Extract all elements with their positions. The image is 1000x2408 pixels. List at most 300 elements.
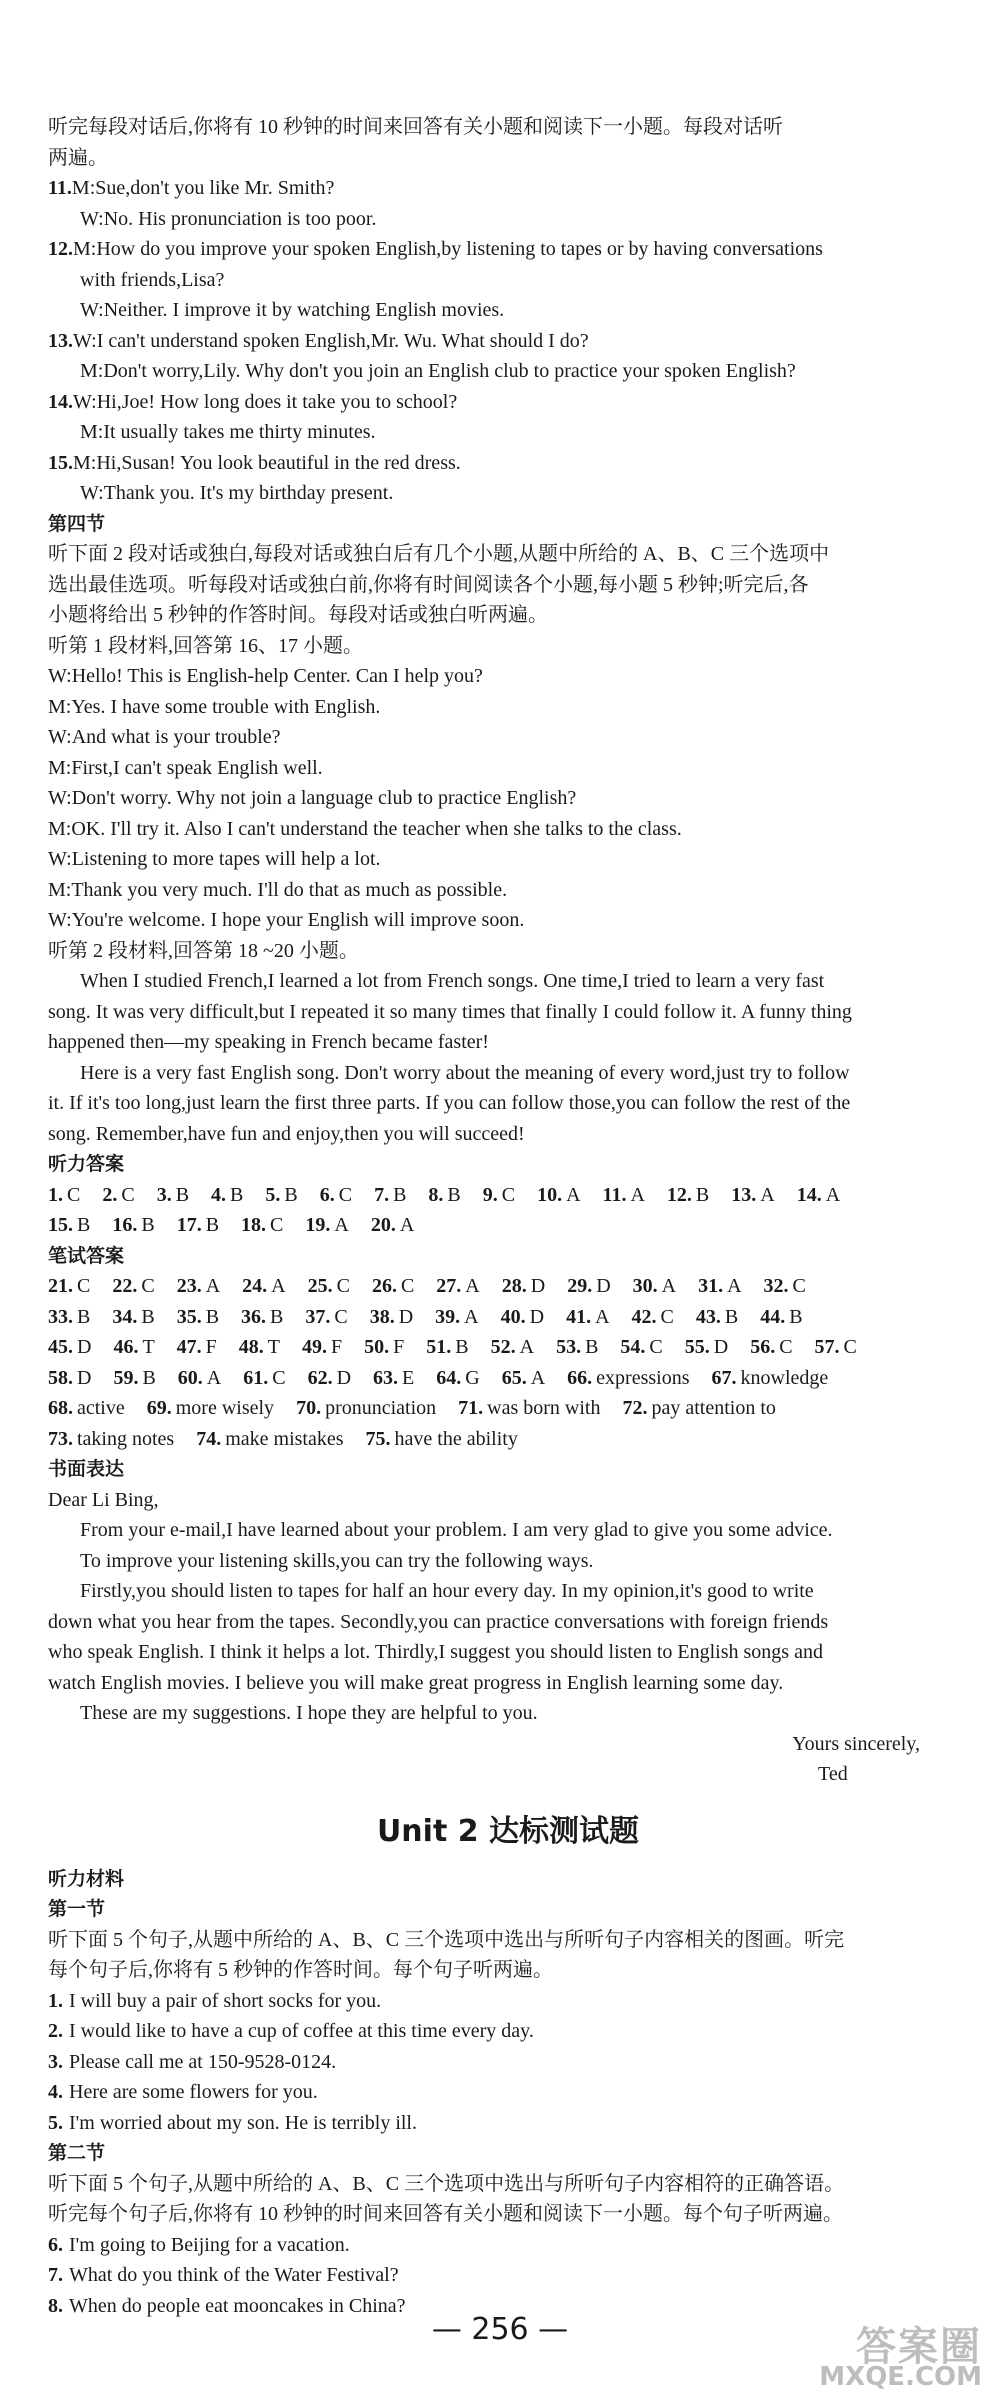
answer-item — [48, 1302, 90, 1333]
answer-value: C — [77, 1275, 91, 1297]
answer-number: 47. — [176, 1336, 202, 1358]
answer-value: G — [465, 1366, 480, 1389]
answer-number: 34. — [112, 1305, 138, 1328]
answer-number: 27. — [436, 1275, 462, 1297]
answer-item — [567, 1363, 689, 1394]
answer-page — [48, 112, 968, 2321]
answer-value: A — [825, 1183, 841, 1206]
answer-number: 32. — [763, 1275, 789, 1297]
answer-value: taking notes — [77, 1427, 175, 1450]
answer-number: 57. — [814, 1336, 840, 1358]
answer-item — [239, 1332, 280, 1363]
answer-value: C — [660, 1305, 674, 1328]
dialogue-text: W:I can't understand spoken English,Mr. Wu. What should I do? — [73, 329, 589, 352]
answer-value: A — [334, 1214, 349, 1236]
answer-value: A — [465, 1275, 480, 1297]
answer-number: 1. — [48, 1183, 63, 1206]
answer-number: 22. — [112, 1275, 138, 1297]
dialogue-line: W:Hello! This is English-help Center. Can I help you? — [48, 665, 483, 687]
answer-number: 19. — [305, 1214, 331, 1236]
answer-number: 39. — [435, 1305, 461, 1328]
answer-value: B — [141, 1305, 155, 1328]
answer-number: 30. — [632, 1275, 658, 1297]
answer-number: 75. — [365, 1427, 391, 1450]
answer-value: C — [141, 1275, 155, 1297]
dialogue-line: W:You're welcome. I hope your English will improve soon. — [48, 909, 525, 931]
sentence-text: I'm worried about my son. He is terribly ill. — [69, 2111, 417, 2134]
answer-value: A — [271, 1275, 286, 1297]
answer-number: 61. — [243, 1366, 269, 1389]
answer-value: A — [661, 1275, 677, 1297]
answer-number: 44. — [760, 1305, 786, 1328]
answer-number: 43. — [695, 1305, 721, 1328]
answer-value: C — [400, 1275, 415, 1297]
dialogue-text: W:Hi,Joe! How long does it take you to school? — [73, 390, 458, 413]
answer-number: 67. — [711, 1366, 737, 1389]
answer-value: A — [595, 1305, 610, 1328]
material-heading: 听力材料 — [48, 1867, 125, 1890]
answer-value: have the ability — [394, 1427, 518, 1450]
answer-value: B — [230, 1183, 244, 1206]
answer-value: C — [501, 1183, 516, 1206]
answer-value: A — [519, 1336, 535, 1358]
answer-value: active — [77, 1397, 125, 1419]
instruction-line: 听下面 2 段对话或独白,每段对话或独白后有几个小题,从题中所给的 A、B、C 三个选项中 — [48, 543, 830, 565]
passage-line: happened then—my speaking in French became faster! — [48, 1031, 489, 1053]
answer-item — [305, 1210, 348, 1241]
answer-item — [633, 1271, 676, 1302]
answer-number: 72. — [622, 1397, 648, 1419]
answer-item — [48, 1424, 174, 1455]
answer-item — [112, 1271, 154, 1302]
answer-number: 33. — [48, 1305, 73, 1328]
answer-number: 11. — [602, 1183, 627, 1206]
answer-item — [502, 1271, 545, 1302]
instruction-line: 选出最佳选项。听每段对话或独白前,你将有时间阅读各个小题,每小题 5 秒钟;听完后,各 — [48, 573, 809, 596]
answer-number: 41. — [566, 1305, 592, 1328]
answer-value: A — [727, 1275, 742, 1297]
passage-line: song. It was very difficult,but I repeated it so many times that finally I could follow it. A funny thing — [48, 1000, 852, 1023]
answer-item — [243, 1363, 285, 1394]
letter-line: These are my suggestions. I hope they are helpful to you. — [80, 1702, 538, 1724]
answer-value: B — [142, 1366, 156, 1389]
answer-value: B — [455, 1336, 469, 1358]
sentence-item — [48, 2077, 968, 2108]
answer-number: 53. — [556, 1336, 582, 1358]
answer-number: 42. — [631, 1305, 657, 1328]
answer-number: 74. — [196, 1427, 222, 1450]
answer-value: A — [205, 1275, 221, 1297]
answer-number: 5. — [265, 1183, 281, 1206]
listening-answers-row — [48, 1180, 968, 1211]
question-number: 6. — [48, 2233, 63, 2256]
answer-item — [177, 1271, 220, 1302]
answer-value: C — [121, 1183, 135, 1206]
answer-item — [698, 1271, 741, 1302]
answer-number: 10. — [537, 1183, 563, 1206]
answer-number: 66. — [567, 1366, 593, 1389]
answer-number: 64. — [436, 1366, 462, 1389]
dialogue-line: W:Neither. I improve it by watching English movies. — [80, 299, 505, 321]
answer-value: make mistakes — [225, 1427, 344, 1450]
watermark-logo-text: 答案圈 — [856, 2324, 982, 2370]
question-number: 15. — [48, 451, 73, 474]
answer-item — [712, 1363, 829, 1394]
answer-value: C — [649, 1336, 663, 1358]
letter-closing: Yours sincerely, — [792, 1732, 920, 1755]
answer-value: B — [789, 1305, 803, 1328]
answer-item — [501, 1302, 544, 1333]
answer-item — [113, 1363, 155, 1394]
dialogue-line — [48, 387, 968, 418]
answer-value: F — [331, 1336, 343, 1358]
answer-value: C — [338, 1183, 353, 1206]
question-number: 13. — [48, 329, 73, 352]
answer-item — [48, 1363, 91, 1394]
answer-value: D — [530, 1275, 546, 1297]
answer-item — [112, 1210, 154, 1241]
dialogue-line: M:Don't worry,Lily. Why don't you join an English club to practice your spoken English? — [80, 360, 796, 382]
answer-value: B — [270, 1305, 284, 1328]
letter-salutation: Dear Li Bing, — [48, 1488, 159, 1511]
answer-number: 51. — [426, 1336, 452, 1358]
answer-value: A — [630, 1183, 645, 1206]
answer-number: 49. — [302, 1336, 328, 1358]
answer-item — [502, 1363, 545, 1394]
answer-value: B — [585, 1336, 599, 1358]
instruction-line: 每个句子后,你将有 5 秒钟的作答时间。每个句子听两遍。 — [48, 1959, 553, 1981]
answer-number: 38. — [369, 1305, 395, 1328]
answer-item — [566, 1302, 609, 1333]
answer-item — [537, 1180, 580, 1211]
answer-item — [760, 1302, 802, 1333]
dialogue-line: M:First,I can't speak English well. — [48, 756, 323, 779]
answer-number: 7. — [374, 1183, 390, 1206]
answer-item — [147, 1393, 274, 1424]
passage-line: Here is a very fast English song. Don't worry about the meaning of every word,just try to follow — [80, 1061, 850, 1084]
answer-value: B — [175, 1183, 190, 1206]
answer-number: 58. — [48, 1366, 73, 1389]
answer-item — [436, 1271, 479, 1302]
answer-item — [797, 1180, 840, 1211]
answer-value: C — [779, 1336, 793, 1358]
answer-number: 50. — [364, 1336, 390, 1358]
answer-value: knowledge — [740, 1366, 829, 1389]
answer-item — [483, 1180, 515, 1211]
answer-value: B — [695, 1183, 710, 1206]
answer-number: 16. — [112, 1214, 138, 1236]
passage-label: 听第 1 段材料,回答第 16、17 小题。 — [48, 634, 363, 657]
question-number: 14. — [48, 390, 73, 413]
answer-value: D — [398, 1305, 414, 1328]
answer-value: pronunciation — [325, 1397, 437, 1419]
sentence-item — [48, 1986, 968, 2017]
page-number: — 256 — — [431, 2312, 569, 2347]
answer-item — [667, 1180, 709, 1211]
sentence-item — [48, 2108, 968, 2139]
answer-number: 36. — [241, 1305, 267, 1328]
dialogue-line: M:OK. I'll try it. Also I can't understand the teacher when she talks to the class. — [48, 817, 682, 840]
answer-item — [112, 1302, 154, 1333]
answer-value: D — [596, 1275, 611, 1297]
answer-item — [815, 1332, 857, 1363]
passage-line: song. Remember,have fun and enjoy,then you will succeed! — [48, 1122, 525, 1145]
answer-item — [364, 1332, 404, 1363]
question-number: 12. — [48, 238, 73, 260]
answer-item — [632, 1302, 674, 1333]
answer-number: 68. — [48, 1397, 73, 1419]
answer-item — [435, 1302, 478, 1333]
answer-value: T — [267, 1336, 281, 1358]
answer-value: B — [447, 1183, 461, 1206]
answer-item — [750, 1332, 792, 1363]
answer-item — [374, 1180, 406, 1211]
answer-number: 18. — [241, 1214, 267, 1236]
answer-item — [731, 1180, 774, 1211]
answer-value: B — [77, 1305, 91, 1328]
sentence-text: Here are some flowers for you. — [69, 2081, 318, 2103]
intro-line: 听完每段对话后,你将有 10 秒钟的时间来回答有关小题和阅读下一小题。每段对话听 — [48, 116, 783, 138]
answer-value: D — [77, 1336, 92, 1358]
answer-item — [428, 1180, 460, 1211]
answer-value: C — [843, 1336, 857, 1358]
section-heading: 第一节 — [48, 1898, 106, 1920]
answer-number: 9. — [482, 1183, 498, 1206]
question-number: 3. — [48, 2050, 63, 2073]
answer-value: B — [205, 1305, 220, 1328]
question-number: 1. — [48, 1989, 63, 2012]
answer-number: 8. — [428, 1183, 444, 1206]
letter-line: Firstly,you should listen to tapes for half an hour every day. In my opinion,it's good to write — [80, 1580, 814, 1602]
answer-value: A — [399, 1214, 415, 1236]
answer-item — [48, 1180, 80, 1211]
answer-item — [373, 1363, 414, 1394]
unit-title: Unit 2 达标测试题 — [376, 1813, 640, 1849]
written-answers-row — [48, 1363, 968, 1394]
passage-label: 听第 2 段材料,回答第 18 ~20 小题。 — [48, 939, 359, 962]
answer-number: 26. — [371, 1275, 397, 1297]
dialogue-text: M:Sue,don't you like Mr. Smith? — [71, 177, 335, 199]
written-answers-row — [48, 1393, 968, 1424]
answer-item — [320, 1180, 352, 1211]
listening-answers-row — [48, 1210, 968, 1241]
answer-item — [603, 1180, 645, 1211]
answer-number: 46. — [113, 1336, 139, 1358]
answer-number: 69. — [146, 1397, 172, 1419]
answer-number: 3. — [156, 1183, 172, 1206]
answer-item — [48, 1332, 91, 1363]
answer-item — [622, 1393, 775, 1424]
answer-number: 71. — [458, 1397, 484, 1419]
answer-value: was born with — [487, 1397, 601, 1419]
answer-value: C — [792, 1275, 806, 1297]
answer-value: C — [334, 1305, 348, 1328]
answer-number: 13. — [731, 1183, 757, 1206]
answer-number: 62. — [307, 1366, 333, 1389]
sentence-item — [48, 2230, 968, 2261]
answer-number: 17. — [176, 1214, 202, 1236]
answer-item — [211, 1180, 243, 1211]
letter-signature: Ted — [818, 1763, 848, 1785]
sentence-item — [48, 2016, 968, 2047]
answer-item — [265, 1180, 297, 1211]
question-number: 8. — [48, 2294, 63, 2317]
answer-number: 59. — [113, 1366, 139, 1389]
letter-line: From your e-mail,I have learned about your problem. I am very glad to give you some advice. — [80, 1519, 833, 1541]
dialogue-line: with friends,Lisa? — [80, 268, 225, 291]
answer-number: 20. — [370, 1214, 396, 1236]
sentence-text: I would like to have a cup of coffee at this time every day. — [69, 2020, 534, 2042]
dialogue-line — [48, 448, 968, 479]
answer-number: 40. — [500, 1305, 526, 1328]
dialogue-line: W:And what is your trouble? — [48, 726, 281, 748]
answer-number: 21. — [48, 1275, 73, 1297]
dialogue-line: W:Thank you. It's my birthday present. — [80, 482, 394, 504]
answer-number: 48. — [238, 1336, 264, 1358]
written-answers-row — [48, 1332, 968, 1363]
answer-item — [178, 1363, 221, 1394]
instruction-line: 听下面 5 个句子,从题中所给的 A、B、C 三个选项中选出与所听句子内容相关的图画。听完 — [48, 1928, 845, 1951]
answer-item — [177, 1302, 219, 1333]
answer-value: C — [272, 1366, 286, 1389]
sentence-text: Please call me at 150-9528-0124. — [69, 2050, 337, 2073]
answer-value: C — [270, 1214, 284, 1236]
question-number: 11. — [48, 177, 72, 199]
dialogue-line — [48, 234, 968, 265]
answer-number: 4. — [211, 1183, 227, 1206]
answer-value: B — [284, 1183, 298, 1206]
answer-number: 37. — [305, 1305, 331, 1328]
answer-value: expressions — [596, 1366, 690, 1389]
answer-number: 24. — [242, 1275, 268, 1297]
answer-value: E — [402, 1366, 415, 1389]
answer-item — [48, 1271, 90, 1302]
answer-item — [366, 1424, 518, 1455]
answer-number: 28. — [501, 1275, 527, 1297]
answer-item — [620, 1332, 662, 1363]
question-number: 2. — [48, 2020, 63, 2042]
answer-item — [371, 1210, 414, 1241]
section-heading: 第四节 — [48, 512, 106, 535]
answer-number: 63. — [373, 1366, 399, 1389]
answer-item — [370, 1302, 413, 1333]
answer-number: 52. — [490, 1336, 516, 1358]
answer-number: 45. — [48, 1336, 73, 1358]
answer-item — [113, 1332, 154, 1363]
letter-line: watch English movies. I believe you will make great progress in English learning some day. — [48, 1671, 784, 1694]
answer-item — [196, 1424, 343, 1455]
answer-value: C — [67, 1183, 81, 1206]
written-answers-row — [48, 1424, 968, 1455]
answer-item — [241, 1302, 283, 1333]
letter-line: To improve your listening skills,you can try the following ways. — [80, 1549, 594, 1572]
answer-item — [48, 1393, 125, 1424]
answer-item — [436, 1363, 479, 1394]
sentence-item — [48, 2260, 968, 2291]
answer-number: 56. — [750, 1336, 776, 1358]
instruction-line: 小题将给出 5 秒钟的作答时间。每段对话或独白听两遍。 — [48, 604, 548, 626]
answer-number: 55. — [684, 1336, 710, 1358]
intro-line: 两遍。 — [48, 146, 108, 169]
answer-item — [157, 1180, 189, 1211]
answer-value: D — [713, 1336, 729, 1358]
answer-value: T — [142, 1336, 155, 1358]
answer-number: 60. — [177, 1366, 203, 1389]
instruction-line: 听下面 5 个句子,从题中所给的 A、B、C 三个选项中选出与所听句子内容相符的正确答语。 — [48, 2172, 845, 2195]
written-answers-heading: 笔试答案 — [48, 1244, 125, 1267]
written-answers-row — [48, 1271, 968, 1302]
dialogue-line — [48, 326, 968, 357]
answer-number: 65. — [501, 1366, 527, 1389]
answer-item — [308, 1271, 350, 1302]
answer-value: A — [530, 1366, 546, 1389]
answer-value: D — [529, 1305, 545, 1328]
answer-value: B — [724, 1305, 739, 1328]
answer-number: 14. — [796, 1183, 822, 1206]
answer-number: 23. — [176, 1275, 202, 1297]
listening-answers-heading: 听力答案 — [48, 1153, 125, 1175]
answer-item — [567, 1271, 610, 1302]
answer-value: more wisely — [175, 1397, 275, 1419]
answer-value: B — [77, 1214, 91, 1236]
question-number: 4. — [48, 2081, 63, 2103]
answer-value: B — [393, 1183, 407, 1206]
answer-item — [241, 1210, 283, 1241]
answer-number: 35. — [176, 1305, 202, 1328]
section-heading: 第二节 — [48, 2142, 106, 2164]
answer-number: 6. — [319, 1183, 335, 1206]
answer-item — [458, 1393, 600, 1424]
answer-value: F — [393, 1336, 405, 1358]
answer-value: A — [566, 1183, 581, 1206]
dialogue-text: M:How do you improve your spoken English,by listening to tapes or by having conversations — [73, 238, 823, 260]
answer-value: F — [205, 1336, 217, 1358]
answer-number: 29. — [567, 1275, 593, 1297]
answer-number: 31. — [698, 1275, 724, 1297]
watermark-domain: MXQE.COM — [819, 2362, 982, 2392]
answer-item — [242, 1271, 285, 1302]
answer-item — [177, 1210, 219, 1241]
dialogue-line: W:No. His pronunciation is too poor. — [80, 207, 377, 230]
answer-item — [48, 1210, 90, 1241]
answer-item — [491, 1332, 534, 1363]
answer-number: 70. — [296, 1397, 322, 1419]
answer-value: A — [760, 1183, 775, 1206]
dialogue-line: W:Listening to more tapes will help a lot. — [48, 848, 381, 870]
sentence-item — [48, 2047, 968, 2078]
answer-value: A — [206, 1366, 222, 1389]
dialogue-line: M:It usually takes me thirty minutes. — [80, 421, 376, 443]
answer-number: 15. — [48, 1214, 73, 1236]
letter-line: down what you hear from the tapes. Secondly,you can practice conversations with foreign friends — [48, 1610, 829, 1633]
dialogue-line: M:Thank you very much. I'll do that as much as possible. — [48, 878, 508, 901]
answer-number: 2. — [102, 1183, 118, 1206]
answer-item — [302, 1332, 342, 1363]
instruction-line: 听完每个句子后,你将有 10 秒钟的时间来回答有关小题和阅读下一小题。每个句子听两遍。 — [48, 2203, 843, 2225]
letter-line: who speak English. I think it helps a lot. Thirdly,I suggest you should listen to English songs and — [48, 1641, 823, 1663]
answer-number: 25. — [307, 1275, 333, 1297]
answer-item — [102, 1180, 134, 1211]
dialogue-text: M:Hi,Susan! You look beautiful in the red dress. — [73, 451, 461, 474]
question-number: 5. — [48, 2111, 63, 2134]
answer-item — [305, 1302, 347, 1333]
answer-value: pay attention to — [651, 1397, 776, 1419]
answer-item — [296, 1393, 436, 1424]
passage-line: it. If it's too long,just learn the first three parts. If you can follow those,you can follow the rest of the — [48, 1092, 851, 1114]
sentence-text: When do people eat mooncakes in China? — [69, 2294, 406, 2317]
written-answers-row — [48, 1302, 968, 1333]
dialogue-line: M:Yes. I have some trouble with English. — [48, 695, 381, 718]
